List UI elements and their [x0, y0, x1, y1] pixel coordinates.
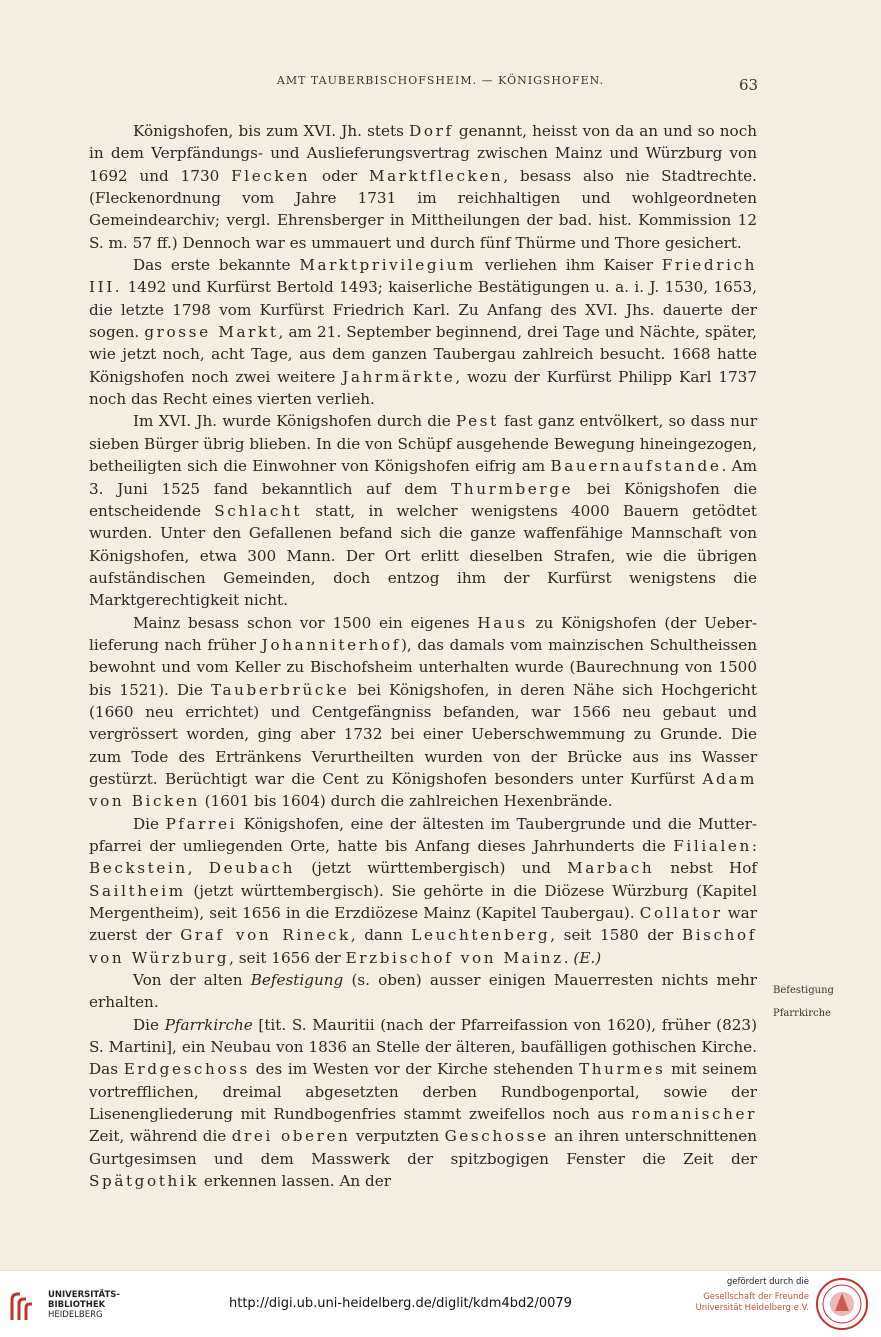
library-name-line2: BIBLIOTHEK: [48, 1300, 106, 1310]
body-text: [89, 120, 757, 1193]
spaced-term: Thurmes: [579, 1060, 666, 1079]
spaced-term: Beckstein: [89, 859, 188, 878]
library-name-line3: HEIDELBERG: [48, 1310, 103, 1320]
text-run: verputzten: [350, 1127, 445, 1146]
spaced-term: Schlacht: [214, 501, 303, 520]
spaced-term: Pfarrei: [165, 814, 238, 833]
spaced-term: Erdgeschoss: [123, 1060, 250, 1079]
text-run: erkennen lassen. An der: [199, 1172, 392, 1191]
text-run: , besass also nie Stadtrechte. (Fleckenordnung vom Jahre 1731 im reichhaltigen und wohlgeordneten Gemeindearchiv; vergl. Ehrensberger in Mittheilungen der bad. hist. Kommission 12 S. m. 57 ff.) Dennoch war es ummauert und durch fünf Thürme und Thore gesichert.: [89, 166, 757, 252]
text-run: Die: [133, 814, 166, 833]
text-run: Königshofen, eine der ältesten im Taubergrunde und die Mutterpfarrei der umliegenden Orte, hatte bis Anfang dieses Jahrhunderts die: [89, 814, 757, 855]
paragraph: [89, 813, 757, 969]
university-library-logo[interactable]: [8, 1286, 118, 1326]
spaced-term: Collator: [639, 904, 723, 923]
text-run: an ihren unterschnittenen Gurtgesimsen und dem Masswerk der spitzbogigen Fenster die Zeit der: [89, 1127, 757, 1168]
text-run: , seit 1580 der: [550, 926, 682, 945]
text-run: .: [563, 948, 574, 967]
sponsor-name-line1: Gesellschaft der Freunde: [703, 1292, 809, 1302]
text-run: 1492 und Kurfürst Bertold 1493; kaiserliche Bestätigungen u. a. i. J. 1530, 1653, die letzte 1798 vom Kurfürst Friedrich Karl. Zu Anfang des XVI. Jhs. dauerte der sogen.: [89, 278, 757, 342]
text-run: bei Königshofen die entscheidende: [89, 479, 758, 520]
library-name-line1: UNIVERSITÄTS-: [48, 1290, 120, 1300]
running-head: AMT TAUBERBISCHOFSHEIM. — KÖNIGSHOFEN.: [276, 74, 605, 87]
paragraph: [89, 254, 757, 410]
paragraph: [89, 612, 757, 813]
text-run: des im Westen vor der Kirche stehenden: [249, 1060, 580, 1079]
spaced-term: Jahrmärkte: [342, 367, 456, 386]
spaced-term: Bauernaufstande: [550, 457, 722, 476]
page-number: 63: [739, 76, 759, 94]
text-run: bei Königshofen, in deren Nähe sich Hochgericht (1660 neu errichtet) und Centgefängniss befanden, war 1566 neu gebaut und vergrössert worden, ging aber 1732 bei einer Ueberschwemmung zu Grunde. Die zum Tode des Ertränkens Verurtheilten wurden von der Brücke aus ins Wasser gestürzt. Berüchtigt war die Cent zu Königshofen besonders unter Kurfürst: [89, 680, 757, 788]
margin-note-befestigung: Befestigung: [773, 985, 834, 996]
text-run: [tit. S. Mauritii (nach der Pfarreifassion von 1620), früher (823) S. Martini], ein Neubau von 1836 an Stelle der älteren, baufälligen gothischen Kirche. Das: [89, 1015, 757, 1079]
sponsor-block[interactable]: [679, 1277, 809, 1314]
text-run: Königshofen, bis zum XVI. Jh. stets: [133, 122, 410, 140]
italic-term: Befestigung: [250, 971, 344, 990]
university-seal-icon: [815, 1277, 869, 1331]
text-run: , am 21. September beginnend, drei Tage und Nächte, später, wie jetzt noch, acht Tage, aus dem ganzen Taubergau zahlreich besucht. 1668 hatte Königshofen noch zwei weitere: [89, 323, 757, 386]
text-run: Die: [133, 1015, 165, 1034]
spaced-term: Filialen: [673, 837, 752, 855]
text-run: Mainz besass schon vor 1500 ein eigenes: [133, 613, 478, 632]
spaced-term: Haus: [477, 613, 528, 632]
text-run: Von der alten: [133, 971, 251, 990]
spaced-term: grosse Markt: [144, 323, 279, 342]
library-mark-icon: [8, 1290, 38, 1322]
text-run: , dann: [350, 926, 412, 945]
italic-term: Pfarrkirche: [164, 1015, 253, 1034]
spaced-term: Bischof von Würzburg: [89, 926, 758, 967]
text-run: (jetzt württembergisch). Sie gehörte in die Diözese Würzburg (Kapitel Mergentheim), seit 1656 in die Erzdiözese Mainz (Kapitel Taubergau).: [89, 881, 757, 923]
spaced-term: Deubach: [208, 859, 296, 878]
text-run: Im XVI. Jh. wurde Königshofen durch die: [133, 412, 456, 431]
text-run: fast ganz entvölkert, so dass nur sieben Bürger übrig blieben. In die von Schüpf ausgehende Bewegung hineingezogen, betheiligten sich die Einwohner von Königshofen eifrig am: [89, 412, 758, 476]
text-run: war zuerst der: [89, 904, 757, 945]
digital-copy-url[interactable]: http://digi.ub.uni-heidelberg.de/diglit/kdm4bd2/0079: [229, 1296, 572, 1311]
text-run: statt, in welcher wenigstens 4000 Bauern getödtet wurden. Unter den Gefallenen befand sich die ganze waffenfähige Mannschaft von Königshofen, etwa 300 Mann. Der Ort erlitt dieselben Strafen, wie die übrigen aufständischen Gemeinden, doch entzog ihm der Kurfürst wenigstens die Marktgerechtigkeit nicht.: [89, 501, 757, 610]
text-run: (1601 bis 1604) durch die zahlreichen Hexenbrände.: [199, 792, 613, 811]
spaced-term: romanischer: [631, 1105, 757, 1124]
text-run: Zeit, während die: [89, 1127, 232, 1146]
spaced-term: drei oberen: [231, 1127, 351, 1146]
sponsor-name-line2: Universität Heidelberg e.V.: [695, 1303, 809, 1313]
spaced-term: Geschosse: [444, 1127, 549, 1146]
margin-note-pfarrkirche: Pfarrkirche: [773, 1008, 831, 1019]
text-run: ,: [187, 859, 209, 878]
spaced-term: Marbach: [567, 859, 655, 878]
spaced-term: Marktprivilegium: [299, 256, 476, 275]
text-run: , seit 1656 der: [229, 948, 346, 967]
text-run: , wozu der Kurfürst Philipp Karl 1737 noch das Recht eines vierten verlieh.: [89, 367, 757, 409]
spaced-term: Johanniterhof: [261, 635, 401, 654]
text-run: genannt, heisst von da an und so noch in dem Verpfändungs- und Auslieferungsvertrag zwischen Mainz und Würzburg von 1692 und 1730: [89, 122, 757, 185]
text-run: . Am 3. Juni 1525 fand bekanntlich auf dem: [89, 457, 757, 498]
spaced-term: Marktflecken: [369, 166, 504, 185]
paragraph: [89, 120, 757, 254]
spaced-term: Spätgothik: [89, 1172, 200, 1191]
spaced-term: Erzbischof von Mainz: [345, 948, 564, 967]
text-run: nebst Hof: [654, 859, 757, 878]
spaced-term: Dorf: [409, 122, 454, 140]
text-run: ), das damals vom mainzischen Schultheissen bewohnt und vom Keller zu Bischofsheim unterhalten wurde (Baurechnung von 1500 bis 1521). Die: [89, 635, 757, 699]
spaced-term: Graf von Rineck: [180, 926, 351, 945]
sponsor-label: gefördert durch die: [726, 1277, 809, 1287]
italic-term: (E.): [573, 948, 602, 967]
text-run: mit seinem vortrefflichen, dreimal abgesetzten derben Rundbogenportal, sowie der Lisenengliederung mit Rundbogenfries stammt zweifellos noch aus: [89, 1060, 758, 1124]
text-run: oder: [310, 166, 369, 185]
text-run: Das erste bekannte: [133, 256, 300, 275]
text-run: (jetzt württembergisch) und: [295, 859, 568, 878]
spaced-term: Tauberbrücke: [210, 680, 350, 699]
spaced-term: Friedrich III.: [89, 256, 758, 297]
paragraph: [89, 410, 757, 611]
text-run: verliehen ihm Kaiser: [476, 256, 662, 275]
text-run: zu Königshofen (der Ueberlieferung nach früher: [89, 613, 757, 654]
spaced-term: Thurmberge: [451, 479, 574, 498]
paragraph: [89, 1014, 757, 1193]
spaced-term: Adam von Bicken: [89, 769, 757, 811]
text-run: :: [751, 837, 757, 855]
spaced-term: Flecken: [231, 166, 311, 185]
paragraph: [89, 969, 757, 1014]
text-run: (s. oben) ausser einigen Mauerresten nichts mehr erhalten.: [89, 971, 757, 1012]
spaced-term: Pest: [455, 412, 499, 431]
spaced-term: Sailtheim: [89, 881, 186, 900]
spaced-term: Leuchtenberg: [411, 926, 551, 945]
